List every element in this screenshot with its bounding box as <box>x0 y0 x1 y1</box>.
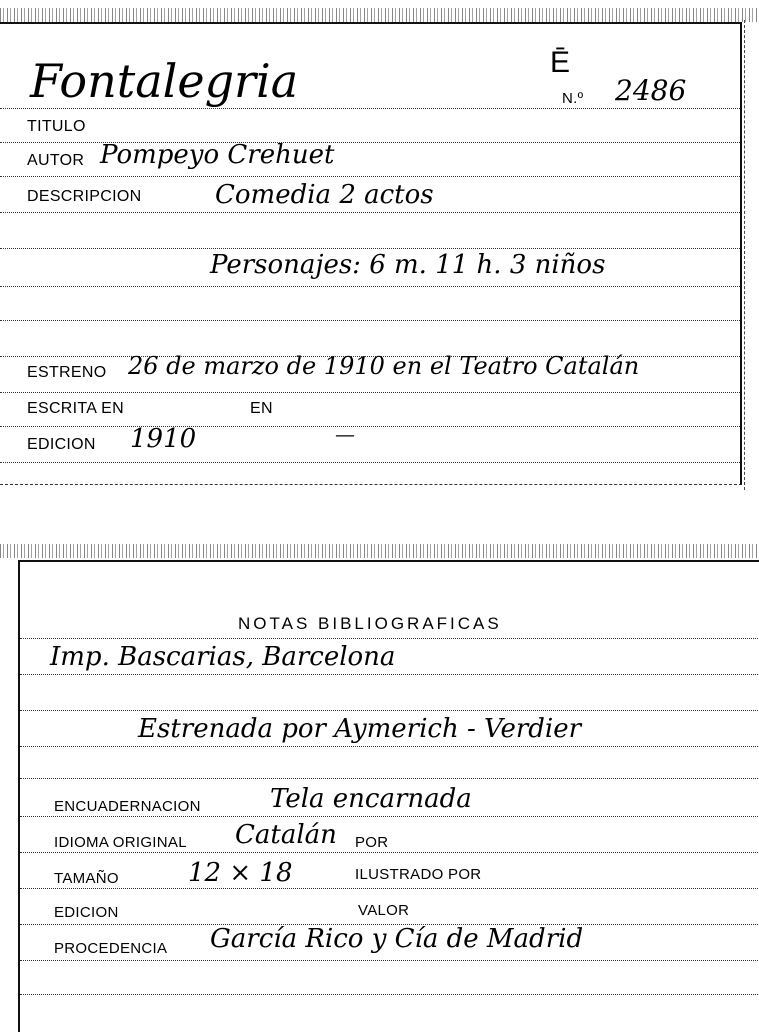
label-titulo: TITULO <box>27 118 86 135</box>
scan-noise-middle <box>0 544 759 558</box>
label-por: POR <box>355 834 389 851</box>
number-label: N.º <box>562 90 584 107</box>
value-escrita-dash: — <box>335 422 355 446</box>
title-handwritten: Fontalegria <box>30 54 299 108</box>
label-autor: AUTOR <box>27 152 85 169</box>
label-escrita-en: ESCRITA EN <box>27 400 124 417</box>
value-personajes: Personajes: 6 m. 11 h. 3 niños <box>210 250 606 280</box>
value-estreno: 26 de marzo de 1910 en el Teatro Catalán <box>128 352 640 380</box>
label-valor: VALOR <box>358 902 410 919</box>
notes-line-2: Estrenada por Aymerich - Verdier <box>138 714 582 744</box>
notes-heading: NOTAS BIBLIOGRAFICAS <box>238 614 502 633</box>
mark-letter: Ē <box>550 46 571 79</box>
card-edge-right <box>744 20 745 490</box>
value-edicion: 1910 <box>130 424 197 454</box>
label-edicion: EDICION <box>27 436 96 453</box>
value-procedencia: García Rico y Cía de Madrid <box>210 924 584 954</box>
label-en: EN <box>250 400 273 417</box>
number-value: 2486 <box>615 74 687 107</box>
value-descripcion: Comedia 2 actos <box>215 180 434 210</box>
label-tamano: TAMAÑO <box>54 870 119 887</box>
label-edicion-2: EDICION <box>54 904 119 921</box>
label-descripcion: DESCRIPCION <box>27 188 142 205</box>
label-ilustrado: ILUSTRADO POR <box>355 866 482 883</box>
label-encuadernacion: ENCUADERNACION <box>54 798 201 815</box>
catalog-card-main <box>0 22 742 485</box>
value-encuadernacion: Tela encarnada <box>270 784 472 814</box>
value-idioma: Catalán <box>235 820 337 850</box>
notes-line-1: Imp. Bascarias, Barcelona <box>50 642 396 672</box>
label-procedencia: PROCEDENCIA <box>54 940 168 957</box>
label-idioma: IDIOMA ORIGINAL <box>54 834 187 851</box>
label-estreno: ESTRENO <box>27 364 107 381</box>
scan-noise-top <box>0 8 759 22</box>
value-tamano: 12 × 18 <box>188 858 293 888</box>
catalog-card-notes <box>18 560 759 1032</box>
value-autor: Pompeyo Crehuet <box>100 140 335 170</box>
